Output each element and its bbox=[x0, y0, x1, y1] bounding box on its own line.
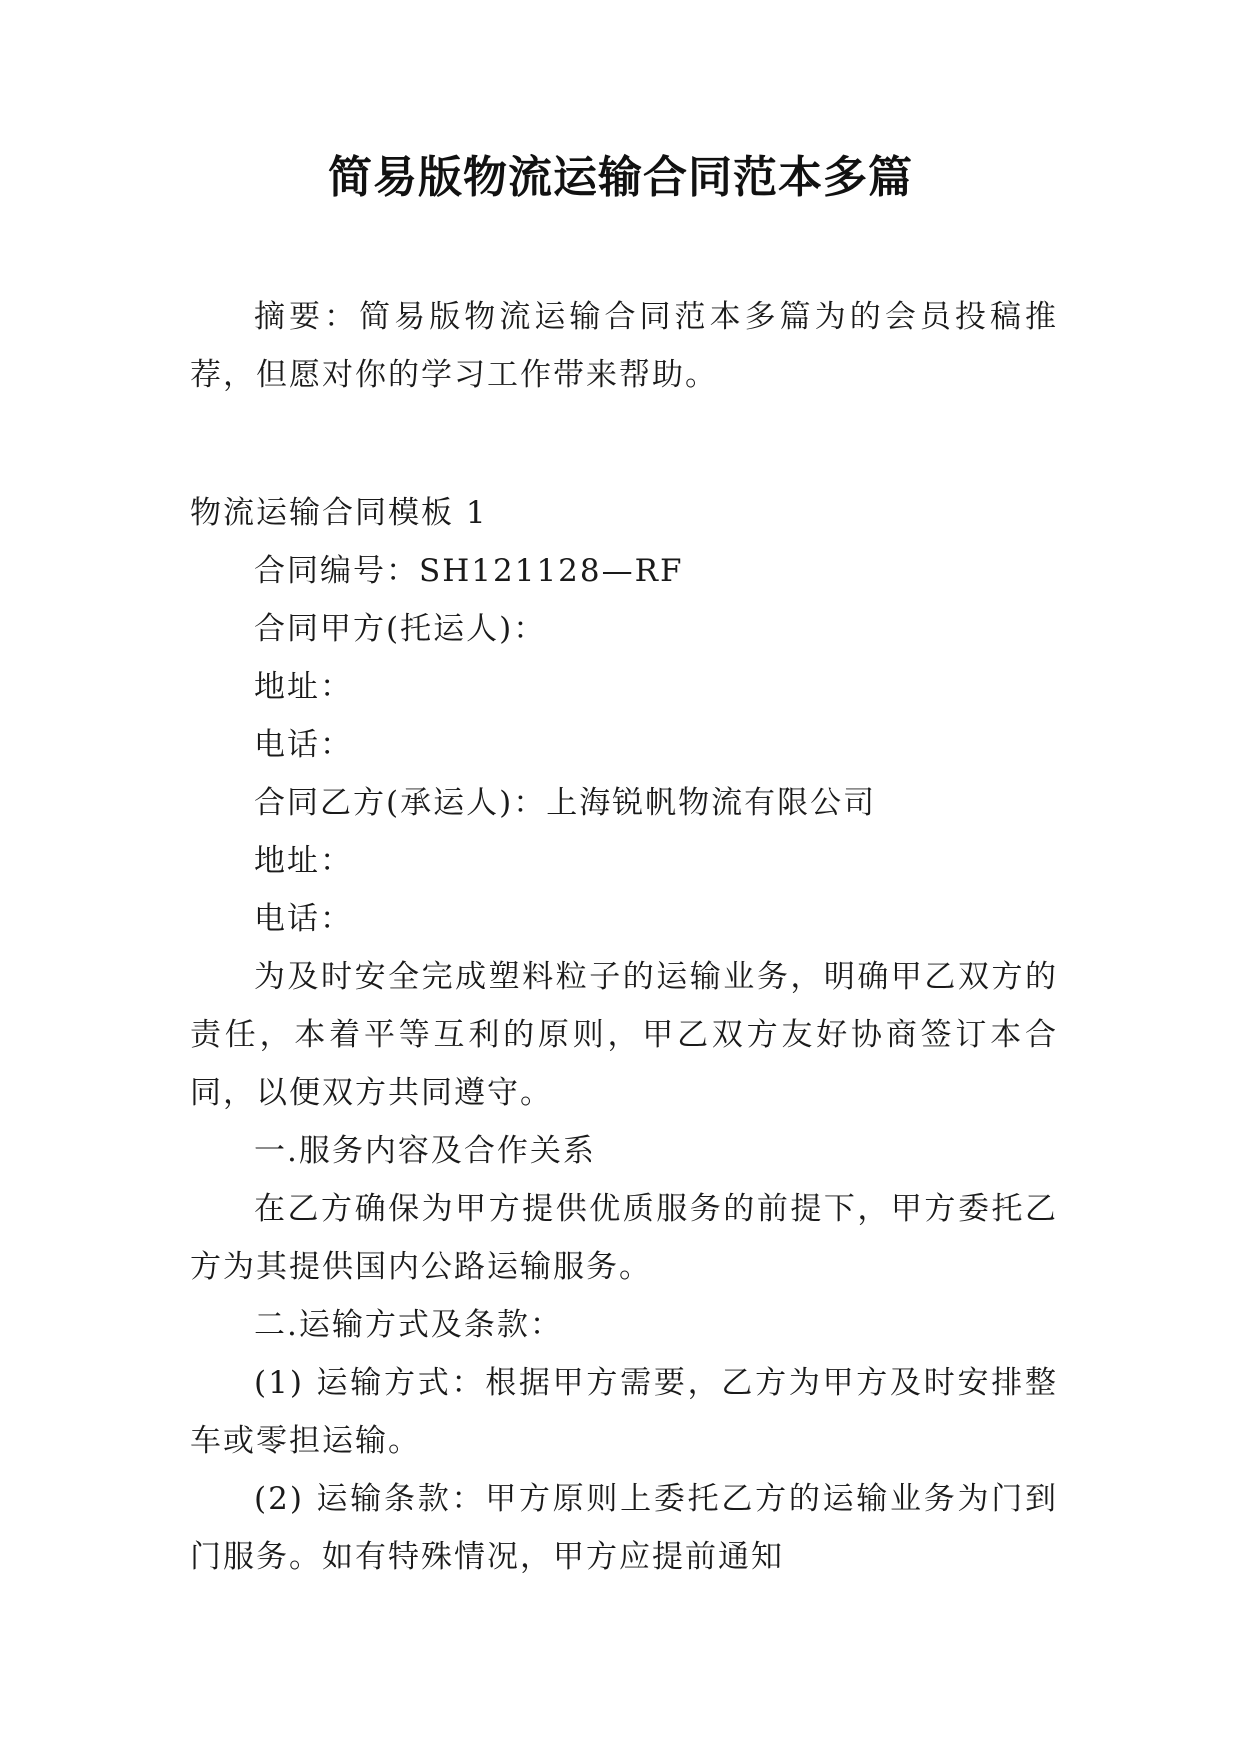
clause-heading-1: 一.服务内容及合作关系 bbox=[254, 1133, 596, 1169]
party-b-address-line: 地址： bbox=[254, 843, 353, 879]
clause-item-1: (1) 运输方式：根据甲方需要，乙方为甲方及时安排整车或零担运输。 bbox=[190, 1365, 1058, 1459]
preamble-paragraph: 为及时安全完成塑料粒子的运输业务，明确甲乙双方的责任，本着平等互利的原则，甲乙双方友好协商签订本合同，以便双方共同遵守。 bbox=[190, 959, 1058, 1111]
spacer bbox=[190, 404, 1058, 484]
party-b-phone-line: 电话： bbox=[254, 901, 353, 937]
party-a-phone-line: 电话： bbox=[254, 727, 353, 763]
clause-paragraph-1: 在乙方确保为甲方提供优质服务的前提下，甲方委托乙方为其提供国内公路运输服务。 bbox=[190, 1191, 1058, 1285]
contract-number-line: 合同编号：SH121128—RF bbox=[254, 553, 684, 589]
section-heading: 物流运输合同模板 1 bbox=[190, 495, 488, 531]
document-body bbox=[190, 288, 1058, 1586]
abstract-paragraph: 摘要：简易版物流运输合同范本多篇为的会员投稿推荐，但愿对你的学习工作带来帮助。 bbox=[190, 299, 1058, 393]
party-a-line: 合同甲方(托运人)： bbox=[254, 611, 547, 647]
document-title: 简易版物流运输合同范本多篇 bbox=[328, 152, 913, 203]
clause-item-2: (2) 运输条款：甲方原则上委托乙方的运输业务为门到门服务。如有特殊情况，甲方应提前通知 bbox=[190, 1481, 1058, 1575]
party-b-line: 合同乙方(承运人)：上海锐帆物流有限公司 bbox=[254, 785, 877, 821]
clause-heading-2: 二.运输方式及条款： bbox=[254, 1307, 563, 1343]
party-a-address-line: 地址： bbox=[254, 669, 353, 705]
